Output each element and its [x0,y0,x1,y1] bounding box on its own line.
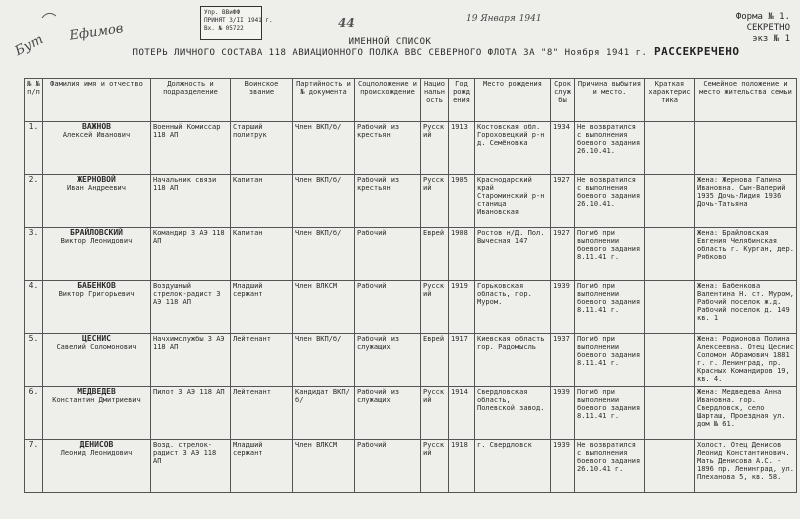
birthplace-cell: Свердловская область, Полевской завод. [475,387,551,440]
given-names: Виктор Леонидович [60,237,133,245]
row-num: 6. [25,387,43,440]
surname: ДЕНИСОВ [79,440,114,449]
year-cell: 1919 [449,281,475,334]
header-party: Партийность и № документа [293,79,355,122]
header-service: Срок службы [551,79,575,122]
reason-cell: Погиб при выполнении боевого задания 8.11.41 г. [575,387,645,440]
note-cell [645,281,695,334]
header-note: Краткая характеристика [645,79,695,122]
social-cell: Рабочий из крестьян [355,175,421,228]
table-row [25,440,797,493]
year-cell: 1908 [449,228,475,281]
form-number: Форма № 1. [735,12,790,22]
given-names: Константин Дмитриевич [52,396,141,404]
surname: ЦЕСНИС [82,334,111,343]
family-cell: Жена: Брайловская Евгения Челябинская область г. Курган, дер. Рябково [695,228,797,281]
service-cell: 1927 [551,175,575,228]
declassified-stamp: РАССЕКРЕЧЕНО [654,45,740,58]
name-cell [43,228,151,281]
header-nationality: Национальность [421,79,449,122]
year-cell: 1905 [449,175,475,228]
service-cell: 1939 [551,281,575,334]
rank-cell: Лейтенант [231,387,293,440]
note-cell [645,387,695,440]
nationality-cell: Еврей [421,334,449,387]
note-cell [645,228,695,281]
row-num: 3. [25,228,43,281]
svg-text:Ефимов: Ефимов [68,21,125,44]
table-header-row [25,79,797,122]
header-social: Соцположение и происхождение [355,79,421,122]
surname: БРАЙЛОВСКИЙ [70,228,123,237]
header-birthplace: Место рождения [475,79,551,122]
position-cell: Воздушный стрелок-радист 3 АЭ 118 АП [151,281,231,334]
secret-label: СЕКРЕТНО [746,23,790,33]
birthplace-cell: Киевская область гор. Радомысль [475,334,551,387]
position-cell: Возд. стрелок-радист 3 АЭ 118 АП [151,440,231,493]
loss-roster-table [24,78,797,493]
row-num: 5. [25,334,43,387]
service-cell: 1939 [551,440,575,493]
note-cell [645,334,695,387]
header-num: № № п/п [25,79,43,122]
party-cell: Кандидат ВКП/б/ [293,387,355,440]
table-row [25,175,797,228]
reason-cell: Погиб при выполнении боевого задания 8.11.41 г. [575,281,645,334]
given-names: Савелий Соломонович [56,343,137,351]
note-cell [645,122,695,175]
title-line2: ПОТЕРЬ ЛИЧНОГО СОСТАВА 118 АВИАЦИОННОГО ПОЛКА ВВС СЕВЕРНОГО ФЛОТА ЗА "8" Ноября 1941 г. [132,48,648,58]
copy-number: экз № 1 [752,34,790,44]
social-cell: Рабочий [355,228,421,281]
social-cell: Рабочий из служащих [355,334,421,387]
party-cell: Член ВЛКСМ [293,281,355,334]
header-rank: Воинское звание [231,79,293,122]
year-cell: 1917 [449,334,475,387]
nationality-cell: Еврей [421,228,449,281]
stamp-line2: ПРИНЯТ 3/II 1941 г. [204,17,273,24]
row-num: 2. [25,175,43,228]
nationality-cell: Русский [421,387,449,440]
surname: ВАЖНОВ [82,122,111,131]
rank-cell: Младший сержант [231,440,293,493]
reason-cell: Не возвратился с выполнения боевого задания 26.10.41. [575,175,645,228]
position-cell: Начальник связи 118 АП [151,175,231,228]
name-cell [43,122,151,175]
name-cell [43,334,151,387]
given-names: Виктор Григорьевич [58,290,135,298]
header-family: Семейное положение и место жительства семьи [695,79,797,122]
position-cell: Военный Комиссар 118 АП [151,122,231,175]
handwritten-date: 19 Января 1941 [466,14,542,24]
rank-cell: Младший сержант [231,281,293,334]
table-row [25,334,797,387]
social-cell: Рабочий [355,440,421,493]
page-number: 44 [338,16,355,30]
social-cell: Рабочий из служащих [355,387,421,440]
social-cell: Рабочий [355,281,421,334]
surname: МЕДВЕДЕВ [77,387,116,396]
reason-cell: Не возвратился с выполнения боевого задания 26.10.41. [575,122,645,175]
party-cell: Член ВКП/б/ [293,175,355,228]
service-cell: 1937 [551,334,575,387]
stamp-line1: Упр. ВВиФФ [204,9,241,16]
party-cell: Член ВКП/б/ [293,228,355,281]
service-cell: 1939 [551,387,575,440]
birthplace-cell: Горьковская область, гор. Муром. [475,281,551,334]
header-name: Фамилия имя и отчество [43,79,151,122]
stamp-line3: Вх. № 05722 [204,25,244,32]
nationality-cell: Русский [421,440,449,493]
rank-cell: Капитан [231,175,293,228]
name-cell [43,440,151,493]
given-names: Иван Андреевич [66,184,126,192]
social-cell: Рабочий из крестьян [355,122,421,175]
row-num: 4. [25,281,43,334]
birthplace-cell: г. Свердловск [475,440,551,493]
service-cell: 1927 [551,228,575,281]
table-row [25,387,797,440]
family-cell: Жена: Медведева Анна Ивановна. гор. Свердловск, село Шарташ, Проездная ул. дом № 61. [695,387,797,440]
reason-cell: Погиб при выполнении боевого задания 8.11.41 г. [575,334,645,387]
document-title [100,37,680,59]
header-reason: Причина выбытия и место. [575,79,645,122]
position-cell: Пилот 3 АЭ 118 АП [151,387,231,440]
birthplace-cell: Ростов н/Д. Пол. Вычесная 147 [475,228,551,281]
position-cell: Командир 3 АЭ 118 АП [151,228,231,281]
row-num: 7. [25,440,43,493]
nationality-cell: Русский [421,175,449,228]
birthplace-cell: Костовская обл. Гороховецкий р-н д. Семёновка [475,122,551,175]
title-line1: ИМЕННОЙ СПИСОК [348,37,432,47]
note-cell [645,175,695,228]
registration-stamp [200,6,273,40]
family-cell: Жена: Родионова Полина Алексеевна. Отец Цеснис Соломон Абрамович 1881 г. г. Ленинград, пр. Красных Командиров 19, кв. 4. [695,334,797,387]
row-num: 1. [25,122,43,175]
table-row [25,281,797,334]
family-cell: Жена: Жернова Галина Ивановна. Сын-Валерий 1935 Дочь-Лидия 1936 Дочь-Татьяна [695,175,797,228]
given-names: Леонид Леонидович [60,449,133,457]
family-cell: Жена: Бабенкова Валентина Н. ст. Муром, Рабочий поселок ж.д. Рабочий поселок д. 149 кв. 1 [695,281,797,334]
rank-cell: Старший политрук [231,122,293,175]
name-cell [43,175,151,228]
position-cell: Начхимслужбы 3 АЭ 118 АП [151,334,231,387]
party-cell: Член ВКП/б/ [293,122,355,175]
name-cell [43,387,151,440]
rank-cell: Лейтенант [231,334,293,387]
header-year: Год рождения [449,79,475,122]
header-position: Должность и подразделение [151,79,231,122]
party-cell: Член ВЛКСМ [293,440,355,493]
party-cell: Член ВКП/б/ [293,334,355,387]
surname: ЖЕРНОВОЙ [77,175,116,184]
nationality-cell: Русский [421,122,449,175]
family-cell: Холост. Отец Денисов Леонид Константинович. Мать Денисова А.С. - 1896 пр. Ленинград, ул. Плеханова 5, кв. 58. [695,440,797,493]
name-cell [43,281,151,334]
year-cell: 1918 [449,440,475,493]
year-cell: 1913 [449,122,475,175]
svg-text:Бут: Бут [12,31,46,60]
reason-cell: Не возвратился с выполнения боевого задания 26.10.41 г. [575,440,645,493]
service-cell: 1934 [551,122,575,175]
surname: БАБЕНКОВ [77,281,116,290]
table-row [25,228,797,281]
table-row [25,122,797,175]
year-cell: 1914 [449,387,475,440]
reason-cell: Погиб при выполнении боевого задания 8.11.41 г. [575,228,645,281]
rank-cell: Капитан [231,228,293,281]
note-cell [645,440,695,493]
nationality-cell: Русский [421,281,449,334]
birthplace-cell: Краснодарский край Староминский р-н станица Ивановская [475,175,551,228]
family-cell [695,122,797,175]
given-names: Алексей Иванович [62,131,131,139]
